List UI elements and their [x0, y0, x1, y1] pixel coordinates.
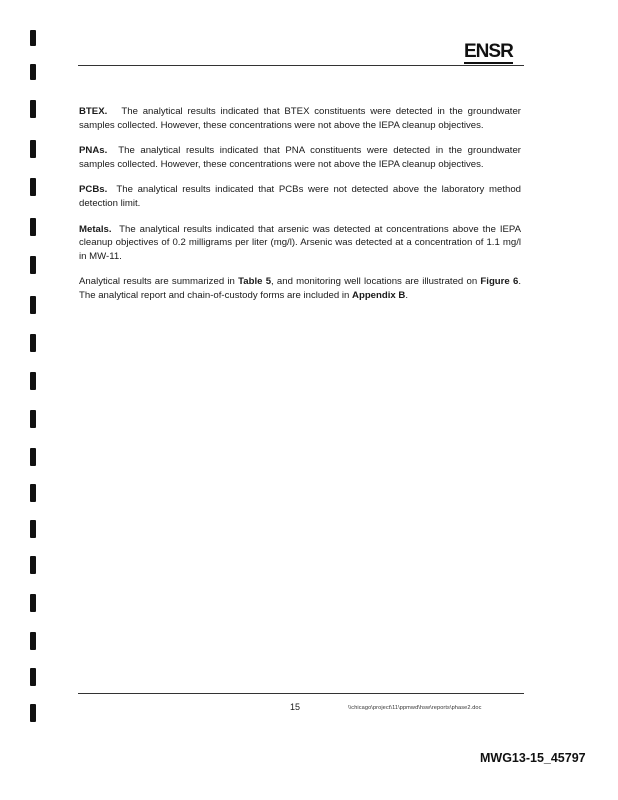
paragraph-lead: PNAs.: [79, 145, 108, 157]
file-path: \\chicago\project\11\ppmwd\hsw\reports\phase2.doc: [348, 705, 482, 711]
paragraph-lead: PCBs.: [79, 184, 108, 196]
paragraph-text: The analytical results indicated that PCBs were not detected above the laboratory method detection limit.: [79, 184, 521, 209]
paragraph-metals: [79, 223, 521, 264]
binder-mark: [30, 256, 36, 274]
document-body: [79, 105, 521, 315]
binder-mark: [30, 556, 36, 574]
paragraph-pcbs: [79, 183, 521, 210]
bates-number: MWG13-15_45797: [480, 751, 586, 765]
binder-mark: [30, 484, 36, 502]
binder-mark: [30, 30, 36, 46]
company-logo: ENSR: [464, 41, 513, 62]
binder-mark: [30, 334, 36, 352]
binder-mark: [30, 64, 36, 80]
figure-reference: Figure 6: [480, 276, 519, 288]
binder-mark: [30, 520, 36, 538]
summary-text: Analytical results are summarized in: [79, 276, 239, 288]
paragraph-text: The analytical results indicated that PNA constituents were detected in the groundwater samples collected. However, these concentrations were not above the IEPA cleanup objectives.: [79, 145, 521, 170]
summary-text: . The analytical report and chain-of-custody forms are included in: [79, 276, 521, 301]
paragraph-text: The analytical results indicated that BTEX constituents were detected in the groundwater samples collected. However, these concentrations were not above the IEPA cleanup objectives.: [79, 106, 521, 131]
binder-mark: [30, 410, 36, 428]
binder-mark: [30, 100, 36, 118]
footer-rule: [78, 693, 524, 694]
paragraph-pnas: [79, 144, 521, 171]
paragraph-btex: [79, 105, 521, 132]
binder-mark: [30, 178, 36, 196]
table-reference: Table 5: [238, 276, 272, 288]
paragraph-text: The analytical results indicated that arsenic was detected at concentrations above the IEPA cleanup objectives of 0.2 milligrams per liter (mg/l). Arsenic was detected at a concentration of 1.1 mg/l in MW-11.: [79, 223, 521, 262]
paragraph-summary: [79, 275, 521, 302]
paragraph-lead: Metals.: [79, 223, 112, 235]
paragraph-lead: BTEX.: [79, 106, 108, 117]
binder-mark: [30, 448, 36, 466]
page-number: 15: [290, 702, 301, 712]
summary-text: , and monitoring well locations are illustrated on: [271, 276, 481, 288]
binder-mark: [30, 372, 36, 390]
binder-mark: [30, 296, 36, 314]
binder-mark: [30, 632, 36, 650]
summary-text: .: [405, 289, 409, 301]
appendix-reference: Appendix B: [352, 289, 406, 301]
binder-mark: [30, 218, 36, 236]
binder-mark: [30, 704, 36, 722]
binder-mark: [30, 668, 36, 686]
binder-mark: [30, 140, 36, 158]
header-rule: [78, 65, 524, 66]
binder-mark: [30, 594, 36, 612]
